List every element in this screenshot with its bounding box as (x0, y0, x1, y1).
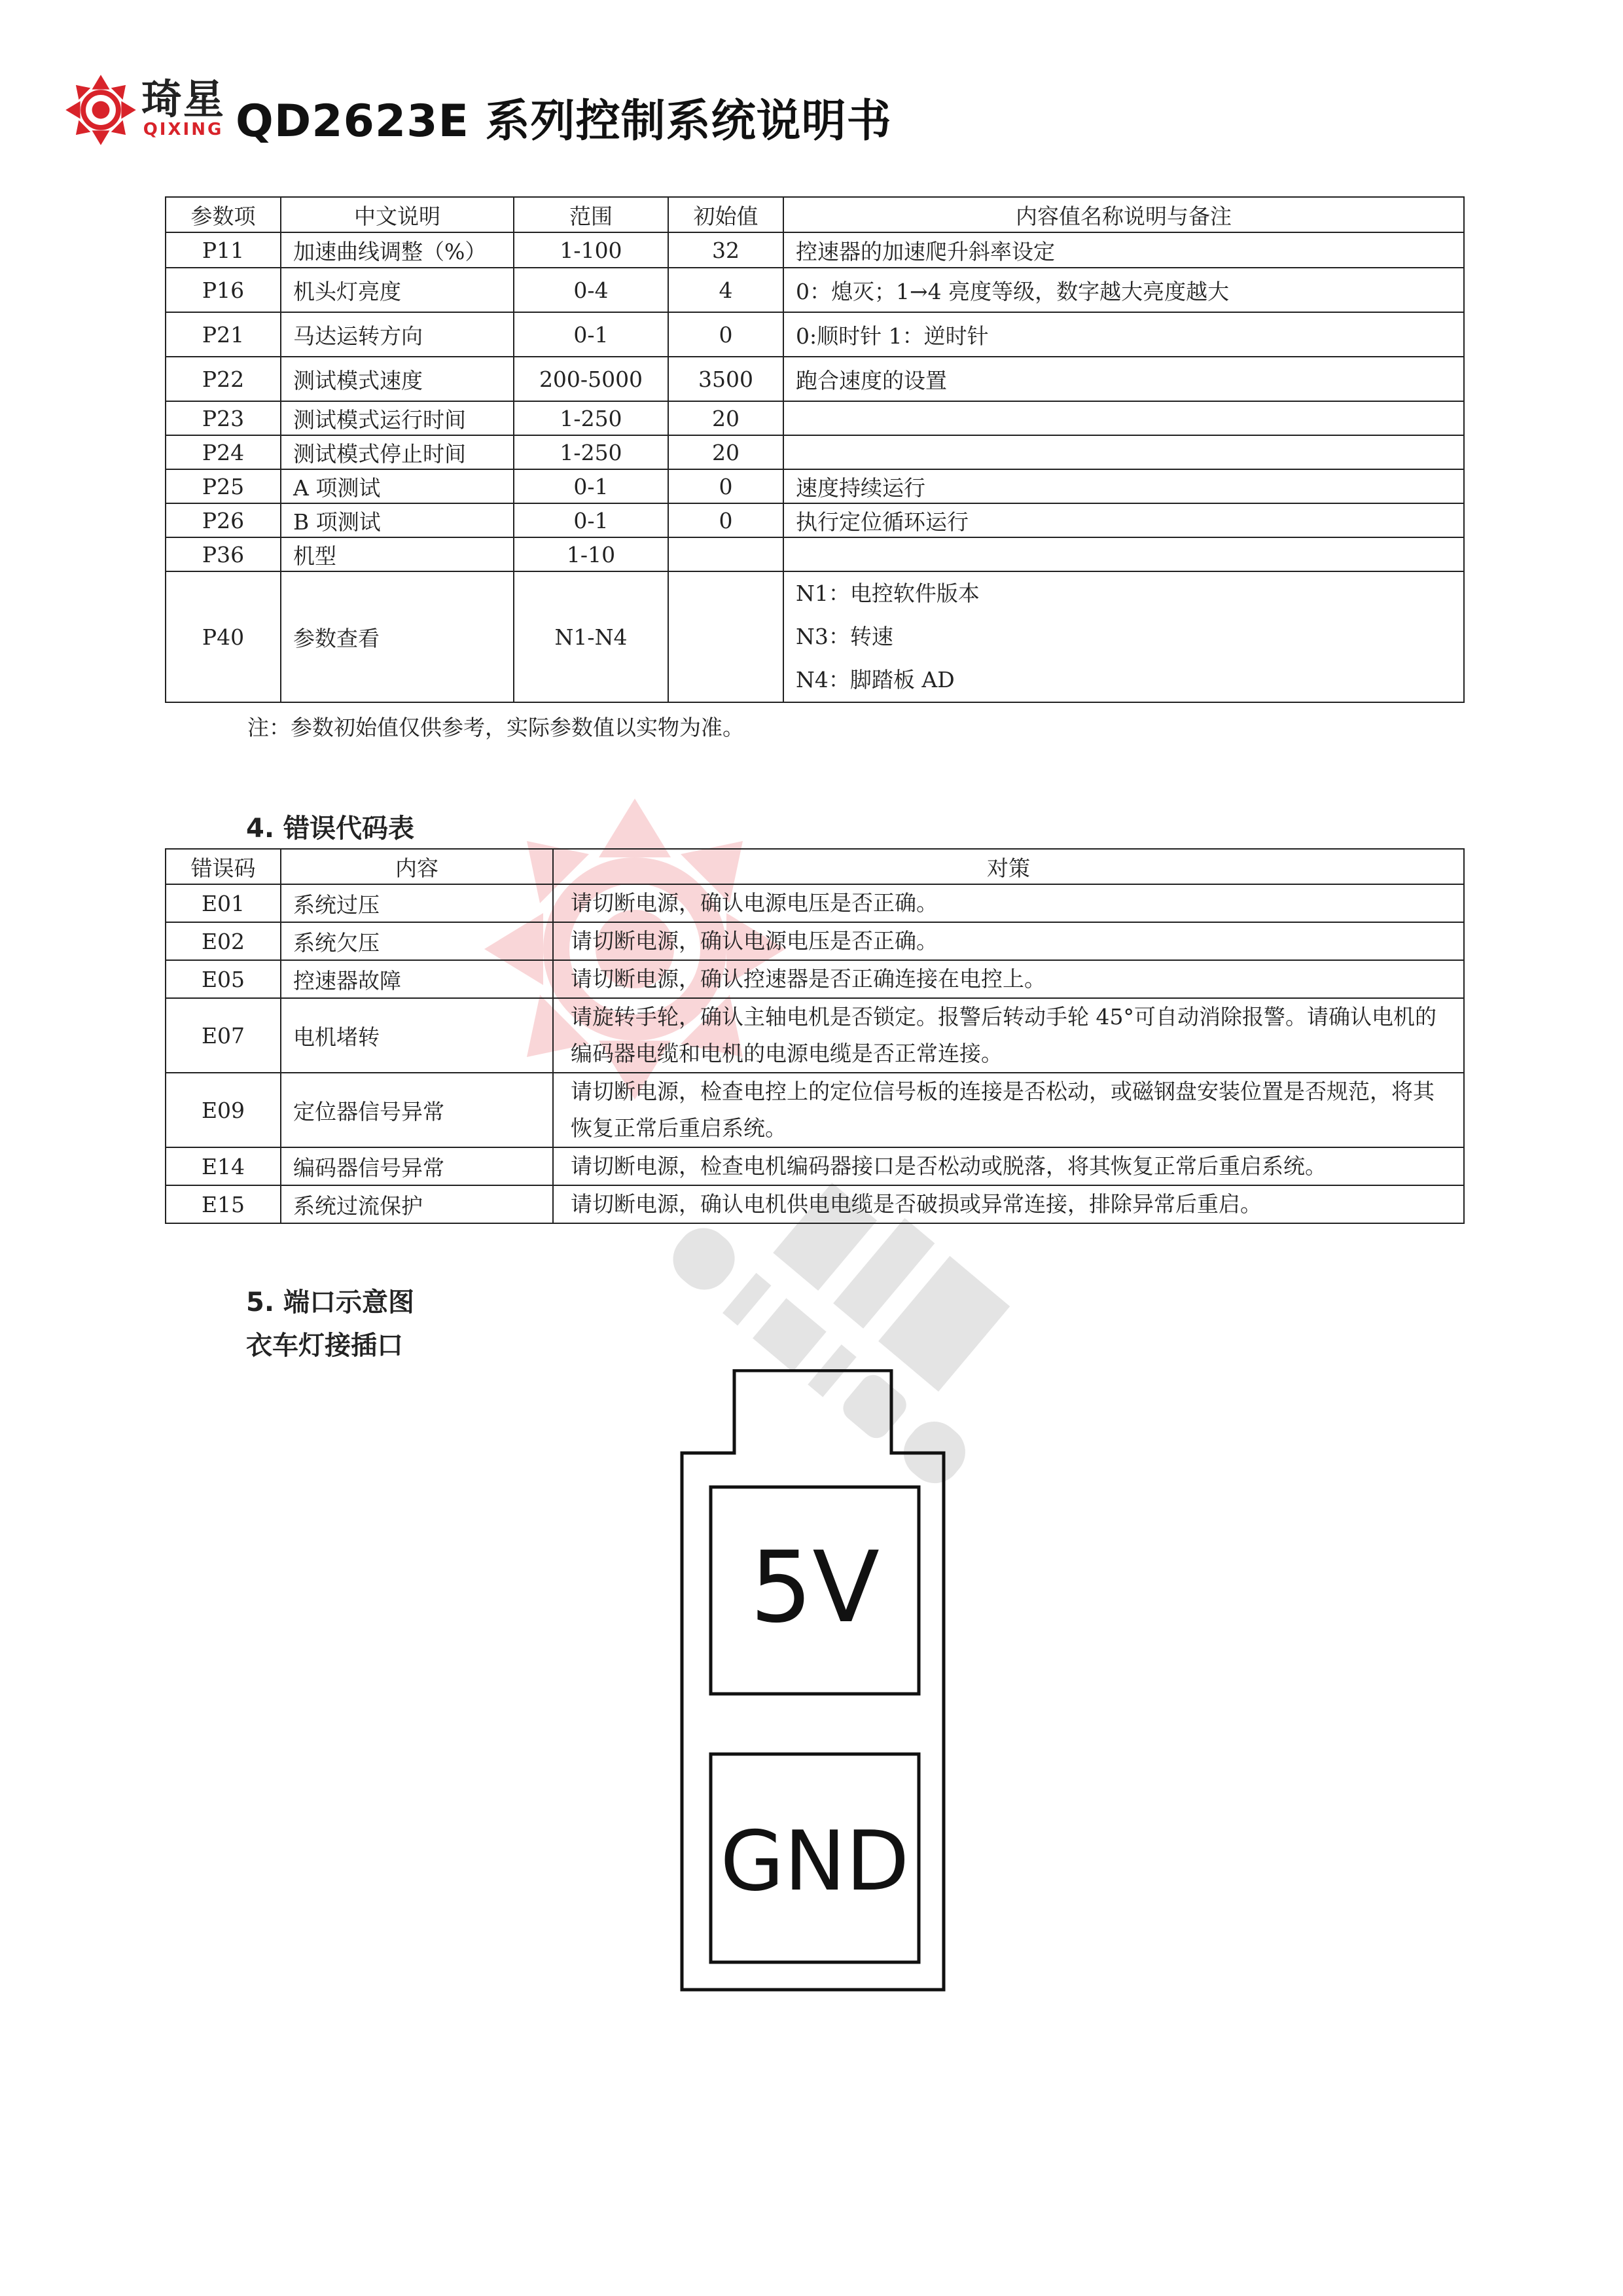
error-code: E09 (166, 1073, 281, 1147)
document-title: QD2623E 系列控制系统说明书 (236, 95, 892, 147)
param-note (783, 401, 1464, 435)
table-row (166, 571, 1464, 702)
param-code: P24 (166, 435, 281, 469)
table-row (166, 232, 1464, 268)
table-row (166, 922, 1464, 960)
brand-chinese: 琦星 (141, 75, 226, 124)
table-row (166, 537, 1464, 571)
table-row (166, 503, 1464, 537)
param-range: N1-N4 (514, 571, 668, 702)
table-header-row (166, 849, 1464, 884)
param-init: 4 (668, 268, 783, 312)
pin-gnd-label: GND (720, 1813, 910, 1909)
param-name: 加速曲线调整（%） (281, 232, 514, 268)
param-range: 0-1 (514, 312, 668, 357)
error-content: 控速器故障 (281, 960, 553, 998)
param-note: 跑合速度的设置 (783, 357, 1464, 401)
param-note: 0：熄灭；1→4 亮度等级，数字越大亮度越大 (783, 268, 1464, 312)
param-init: 32 (668, 232, 783, 268)
table-footnote: 注：参数初始值仅供参考，实际参数值以实物为准。 (247, 715, 744, 740)
table-row (166, 357, 1464, 401)
error-content: 系统过流保护 (281, 1185, 553, 1223)
error-content: 编码器信号异常 (281, 1147, 553, 1185)
error-code: E01 (166, 884, 281, 922)
param-code: P22 (166, 357, 281, 401)
param-init: 0 (668, 503, 783, 537)
param-name: 测试模式速度 (281, 357, 514, 401)
error-measure: 请切断电源，检查电控上的定位信号板的连接是否松动，或磁钢盘安装位置是否规范，将其恢复正常后重启系统。 (553, 1073, 1464, 1147)
param-init: 20 (668, 401, 783, 435)
param-range: 1-250 (514, 401, 668, 435)
param-code: P16 (166, 268, 281, 312)
parameter-table (165, 196, 1465, 703)
param-note: 执行定位循环运行 (783, 503, 1464, 537)
section-5-subtitle: 衣车灯接插口 (246, 1331, 403, 1361)
param-name: 机型 (281, 537, 514, 571)
table-row (166, 884, 1464, 922)
column-header: 内容 (281, 849, 553, 884)
param-code: P26 (166, 503, 281, 537)
table-row (166, 469, 1464, 503)
param-code: P40 (166, 571, 281, 702)
param-note: 控速器的加速爬升斜率设定 (783, 232, 1464, 268)
pin-5v-label: 5V (749, 1531, 880, 1645)
param-init: 0 (668, 469, 783, 503)
error-measure: 请切断电源，确认电源电压是否正确。 (553, 922, 1464, 960)
page-header (64, 71, 892, 149)
param-init (668, 537, 783, 571)
table-row (166, 998, 1464, 1073)
qixing-logo-icon (64, 73, 137, 147)
param-note (783, 435, 1464, 469)
table-row (166, 1185, 1464, 1223)
brand-english: QIXING (143, 120, 224, 140)
param-code: P23 (166, 401, 281, 435)
error-code: E07 (166, 998, 281, 1073)
error-measure: 请切断电源，检查电机编码器接口是否松动或脱落，将其恢复正常后重启系统。 (553, 1147, 1464, 1185)
error-code-table (165, 848, 1465, 1224)
column-header: 对策 (553, 849, 1464, 884)
error-code: E14 (166, 1147, 281, 1185)
brand-name (141, 75, 226, 140)
lamp-connector-diagram (679, 1369, 946, 1992)
param-code: P21 (166, 312, 281, 357)
param-code: P11 (166, 232, 281, 268)
column-header: 内容值名称说明与备注 (783, 197, 1464, 232)
param-init: 0 (668, 312, 783, 357)
error-content: 系统过压 (281, 884, 553, 922)
section-4-title: 4. 错误代码表 (246, 814, 414, 844)
column-header: 范围 (514, 197, 668, 232)
table-row (166, 435, 1464, 469)
param-range: 0-1 (514, 469, 668, 503)
param-note (783, 571, 1464, 702)
param-note (783, 537, 1464, 571)
param-code: P25 (166, 469, 281, 503)
table-row (166, 268, 1464, 312)
param-code: P36 (166, 537, 281, 571)
column-header: 初始值 (668, 197, 783, 232)
param-note: 速度持续运行 (783, 469, 1464, 503)
error-measure: 请切断电源，确认控速器是否正确连接在电控上。 (553, 960, 1464, 998)
param-note: 0:顺时针 1：逆时针 (783, 312, 1464, 357)
param-name: B 项测试 (281, 503, 514, 537)
error-code: E05 (166, 960, 281, 998)
param-range: 1-250 (514, 435, 668, 469)
table-header-row (166, 197, 1464, 232)
table-row (166, 312, 1464, 357)
param-name: 机头灯亮度 (281, 268, 514, 312)
param-name: 马达运转方向 (281, 312, 514, 357)
column-header: 参数项 (166, 197, 281, 232)
param-init: 20 (668, 435, 783, 469)
error-measure: 请旋转手轮，确认主轴电机是否锁定。报警后转动手轮 45°可自动消除报警。请确认电机的编码器电缆和电机的电源电缆是否正常连接。 (553, 998, 1464, 1073)
table-row (166, 401, 1464, 435)
error-content: 系统欠压 (281, 922, 553, 960)
param-init: 3500 (668, 357, 783, 401)
param-range: 200-5000 (514, 357, 668, 401)
param-name: 参数查看 (281, 571, 514, 702)
column-header: 中文说明 (281, 197, 514, 232)
error-measure: 请切断电源，确认电源电压是否正确。 (553, 884, 1464, 922)
p40-note-line: N1：电控软件版本 (796, 581, 980, 606)
section-5-title: 5. 端口示意图 (246, 1287, 414, 1318)
table-row (166, 960, 1464, 998)
error-content: 电机堵转 (281, 998, 553, 1073)
error-code: E15 (166, 1185, 281, 1223)
param-name: A 项测试 (281, 469, 514, 503)
error-content: 定位器信号异常 (281, 1073, 553, 1147)
error-code: E02 (166, 922, 281, 960)
p40-note-line: N4：脚踏板 AD (796, 667, 955, 692)
param-name: 测试模式停止时间 (281, 435, 514, 469)
param-init (668, 571, 783, 702)
param-name: 测试模式运行时间 (281, 401, 514, 435)
param-range: 1-10 (514, 537, 668, 571)
column-header: 错误码 (166, 849, 281, 884)
param-range: 0-4 (514, 268, 668, 312)
error-measure: 请切断电源，确认电机供电电缆是否破损或异常连接，排除异常后重启。 (553, 1185, 1464, 1223)
table-row (166, 1073, 1464, 1147)
param-range: 0-1 (514, 503, 668, 537)
param-range: 1-100 (514, 232, 668, 268)
p40-note-line: N3：转速 (796, 624, 893, 649)
table-row (166, 1147, 1464, 1185)
